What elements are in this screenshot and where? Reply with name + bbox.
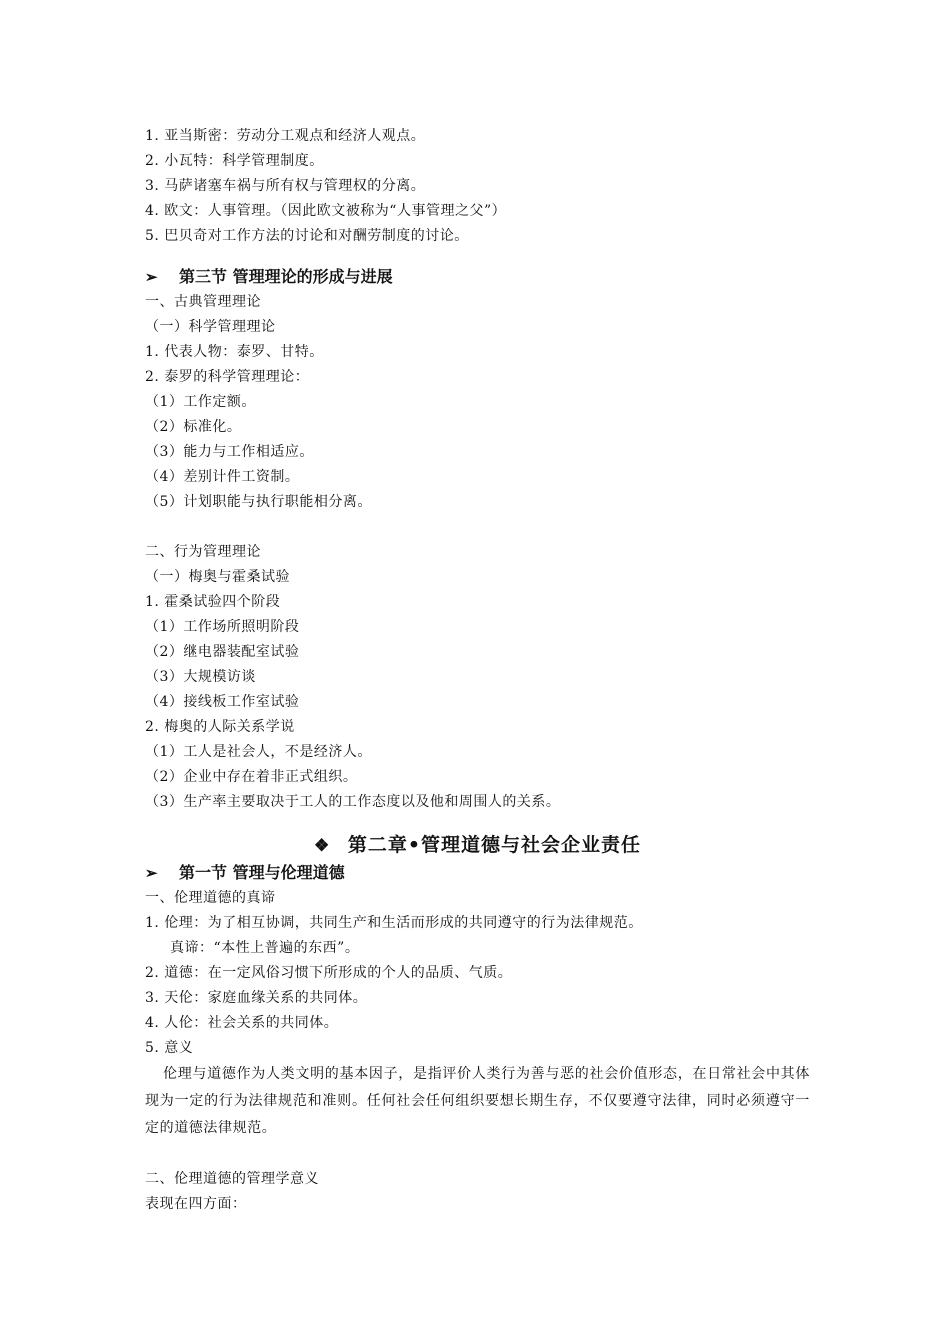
list-item: （1）工作定额。 xyxy=(145,394,256,410)
subheading: （一）梅奥与霍桑试验 xyxy=(145,569,290,585)
list-item: 2. 泰罗的科学管理理论： xyxy=(145,369,310,385)
subheading: 二、伦理道德的管理学意义 xyxy=(145,1171,319,1187)
subheading: 二、行为管理理论 xyxy=(145,544,261,560)
list-item: 1. 代表人物：泰罗、甘特。 xyxy=(145,344,324,360)
list-item: （2）标准化。 xyxy=(145,419,242,435)
list-item: （3）大规模访谈 xyxy=(145,669,256,685)
list-item: （1）工人是社会人，不是经济人。 xyxy=(145,744,372,760)
list-item: 2. 道德：在一定风俗习惯下所形成的个人的品质、气质。 xyxy=(145,965,513,981)
chapter-heading xyxy=(145,830,810,860)
list-item: 3. 马萨诸塞车祸与所有权与管理权的分离。 xyxy=(145,178,426,194)
list-item: 1. 亚当斯密：劳动分工观点和经济人观点。 xyxy=(145,128,426,144)
arrow-bullet-icon: ➢ xyxy=(145,268,158,286)
subheading: 一、伦理道德的真谛 xyxy=(145,890,276,906)
list-item: 5. 意义 xyxy=(145,1040,194,1056)
list-item: （2）继电器装配室试验 xyxy=(145,644,300,660)
top-list xyxy=(145,124,810,249)
body-text: 表现在四方面： xyxy=(145,1196,247,1212)
arrow-bullet-icon: ➢ xyxy=(145,864,158,882)
list-item: 5. 巴贝奇对工作方法的讨论和对酬劳制度的讨论。 xyxy=(145,228,469,244)
list-item: （2）企业中存在着非正式组织。 xyxy=(145,769,358,785)
document-page xyxy=(145,124,810,1217)
list-item: 1. 霍桑试验四个阶段 xyxy=(145,594,281,610)
section-title: 第一节 管理与伦理道德 xyxy=(179,863,345,882)
list-item: （3）能力与工作相适应。 xyxy=(145,444,314,460)
list-item: （1）工作场所照明阶段 xyxy=(145,619,300,635)
section-heading-1 xyxy=(145,860,810,886)
subheading: （一）科学管理理论 xyxy=(145,319,276,335)
list-item: 4. 人伦：社会关系的共同体。 xyxy=(145,1015,339,1031)
list-item: 2. 梅奥的人际关系学说 xyxy=(145,719,295,735)
list-item: 4. 欧文：人事管理。（因此欧文被称为“人事管理之父”） xyxy=(145,203,507,219)
list-item: （4）接线板工作室试验 xyxy=(145,694,300,710)
body-paragraph: 伦理与道德作为人类文明的基本因子，是指评价人类行为善与恶的社会价值形态，在日常社会中其体现为一定的行为法律规范和准则。任何社会任何组织要想长期生存，不仅要遵守法律，同时必须遵守一定的道德法律规范。 xyxy=(145,1066,810,1136)
chapter-title: 第二章•管理道德与社会企业责任 xyxy=(347,834,642,856)
list-item: 2. 小瓦特：科学管理制度。 xyxy=(145,153,324,169)
list-item: 1. 伦理：为了相互协调，共同生产和生活而形成的共同遵守的行为法律规范。 xyxy=(145,915,643,931)
subheading: 一、古典管理理论 xyxy=(145,294,261,310)
list-item-note: 真谛：“本性上普遍的东西”。 xyxy=(170,940,360,956)
section-heading-3 xyxy=(145,264,810,290)
list-item: （4）差别计件工资制。 xyxy=(145,469,300,485)
diamond-bullet-icon: ❖ xyxy=(313,836,331,856)
section-title: 第三节 管理理论的形成与进展 xyxy=(179,267,393,286)
list-item: （5）计划职能与执行职能相分离。 xyxy=(145,494,372,510)
list-item: （3）生产率主要取决于工人的工作态度以及他和周围人的关系。 xyxy=(145,794,561,810)
list-item: 3. 天伦：家庭血缘关系的共同体。 xyxy=(145,990,368,1006)
